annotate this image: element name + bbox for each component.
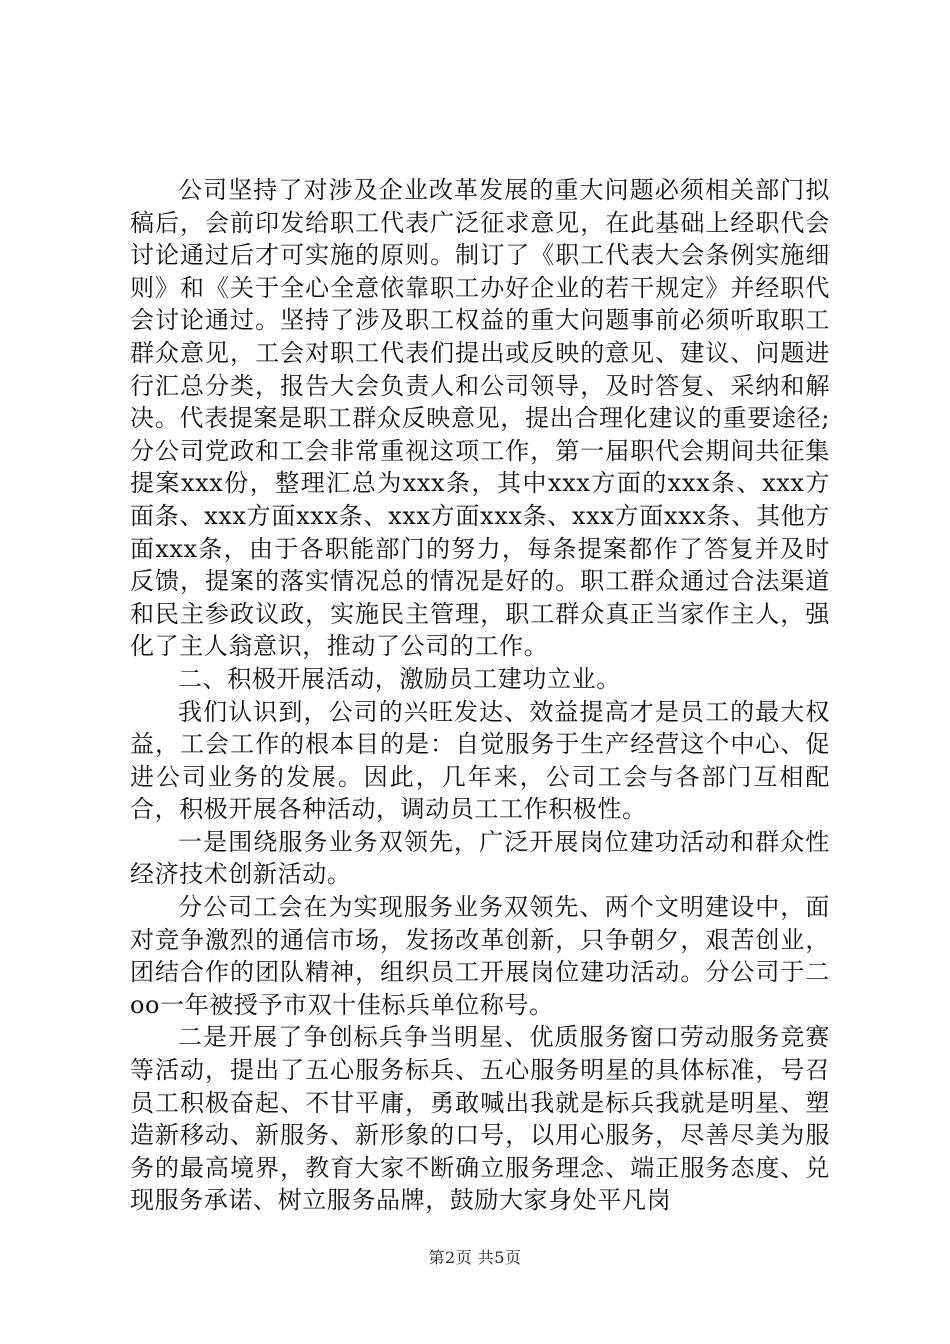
document-body: [130, 174, 830, 1217]
paragraph-democratic-management: 公司坚持了对涉及企业改革发展的重大问题必须相关部门拟稿后，会前印发给职工代表广泛征求意见，在此基础上经职代会讨论通过后才可实施的原则。制订了《职工代表大会条例实施细则》和《关于全心全意依靠职工办好企业的若干规定》并经职代会讨论通过。坚持了涉及职工权益的重大问题事前必须听取职工群众意见，工会对职工代表们提出或反映的意见、建议、问题进行汇总分类，报告大会负责人和公司领导，及时答复、采纳和解决。代表提案是职工群众反映意见，提出合理化建议的重要途径;分公司党政和工会非常重视这项工作，第一届职代会期间共征集提案xxx份，整理汇总为xxx条，其中xxx方面的xxx条、xxx方面条、xxx方面xxx条、xxx方面xxx条、xxx方面xxx条、其他方面xxx条，由于各职能部门的努力，每条提案都作了答复并及时反馈，提案的落实情况总的情况是好的。职工群众通过合法渠道和民主参政议政，实施民主管理，职工群众真正当家作主人，强化了主人翁意识，推动了公司的工作。: [130, 176, 830, 661]
paragraph-point-two: 二是开展了争创标兵争当明星、优质服务窗口劳动服务竞赛等活动，提出了五心服务标兵、五心服务明星的具体标准，号召员工积极奋起、不甘平庸，勇敢喊出我就是标兵我就是明星、塑造新移动、新服务、新形象的口号，以用心服务，尽善尽美为服务的最高境界，教育大家不断确立服务理念、端正服务态度、兑现服务承诺、树立服务品牌，鼓励大家身处平凡岗: [130, 1023, 830, 1215]
section-heading-two: 二、积极开展活动，激励员工建功立业。: [178, 664, 621, 693]
paragraph-understanding: 我们认识到，公司的兴旺发达、效益提高才是员工的最大权益，工会工作的根本目的是：自觉服务于生产经营这个中心、促进公司业务的发展。因此，几年来，公司工会与各部门互相配合，积极开展各种活动，调动员工工作积极性。: [130, 697, 830, 824]
page-footer: 第2页 共5页: [428, 1248, 522, 1267]
paragraph-branch-union: 分公司工会在为实现服务业务双领先、两个文明建设中，面对竞争激烈的通信市场，发扬改革创新，只争朝夕，艰苦创业，团结合作的团队精神，组织员工开展岗位建功活动。分公司于二oo一年被授予市双十佳标兵单位称号。: [130, 893, 830, 1019]
paragraph-point-one: 一是围绕服务业务双领先，广泛开展岗位建功活动和群众性经济技术创新活动。: [130, 827, 830, 889]
